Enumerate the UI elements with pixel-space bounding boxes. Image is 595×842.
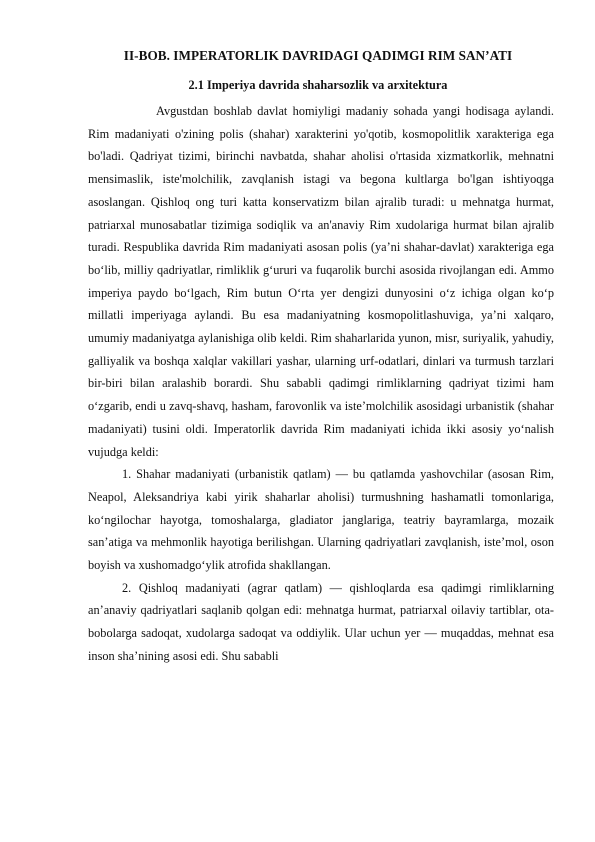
body-text	[88, 100, 554, 668]
list-item: 1. Shahar madaniyati (urbanistik qatlam) — bu qatlamda yashovchilar (asosan Rim, Neapol, Aleksandriya kabi yirik shaharlar aholisi) turmushning hashamatli tomonlariga, ko‘ngilochar hayotga, tomoshalarga, gladiator janglariga, teatriy bayramlarga, mozaik san’atiga va mehmonlik hayotiga berilishgan. Ularning qadriyatlari zavqlanish, iste’mol, oson boyish va xushomadgo‘ylik atrofida shakllangan.	[88, 467, 554, 573]
list-item: 2. Qishloq madaniyati (agrar qatlam) — qishloqlarda esa qadimgi rimliklarning an’anaviy qadriyatlari saqlanib qolgan edi: mehnatga hurmat, patriarxal oilaviy tartiblar, ota-bobolarga sadoqat, xudolarga sadoqat va oddiylik. Ular uchun yer — muqaddas, mehnat esa inson sha’nining asosi edi. Shu sababli	[88, 580, 554, 663]
section-title: 2.1 Imperiya davrida shaharsozlik va arxitektura	[188, 78, 448, 92]
paragraph: Avgustdan boshlab davlat homiyligi madaniy sohada yangi hodisaga aylandi. Rim madaniyati o'zining polis (shahar) xarakterini yo'qotib, kosmopolitlik xarakteriga ega bo'ladi. Qadriyat tizimi, birinchi navbatda, shahar aholisi o'rtasida xizmatkorlik, mehnatni mensimaslik, iste'molchilik, zavqlanish istagi va begona kultlarga bo'lgan ishtiyoqga asoslangan. Qishloq ong turi katta konservatizm bilan ajralib turadi: u mehnatga hurmat, patriarxal munosabatlar tizimiga sodiqlik va an'anaviy Rim xudolariga hurmat bilan ajralib turadi. Respublika davrida Rim madaniyati asosan polis (ya’ni shahar-davlat) xarakteriga ega bo‘lib, milliy qadriyatlar, rimliklik g‘ururi va fuqarolik burchi asosida rivojlangan edi. Ammo imperiya paydo bo‘lgach, Rim butun O‘rta yer dengizi dunyosini o‘z ichiga olgan ko‘p millatli imperiyaga aylandi. Bu esa madaniyatning kosmopolitlashuviga, ya’ni xalqaro, umumiy madaniyatga aylanishiga olib keldi. Rim shaharlarida yunon, misr, suriyalik, yahudiy, galliyalik va boshqa xalqlar vakillari yashar, ularning urf-odatlari, dinlari va turmush tarzlari bir-biri bilan aralashib borardi. Shu sababli qadimgi rimliklarning qadriyat tizimi ham o‘zgarib, endi u zavq-shavq, hasham, farovonlik va iste’molchilik asosidagi urbanistik (shahar madaniyati) tusini oldi. Imperatorlik davrida Rim madaniyati ichida ikki asosiy yo‘nalish vujudga keldi:	[88, 104, 554, 459]
chapter-title: II-BOB. IMPERATORLIK DAVRIDAGI QADIMGI RIM SAN’ATI	[123, 48, 513, 63]
